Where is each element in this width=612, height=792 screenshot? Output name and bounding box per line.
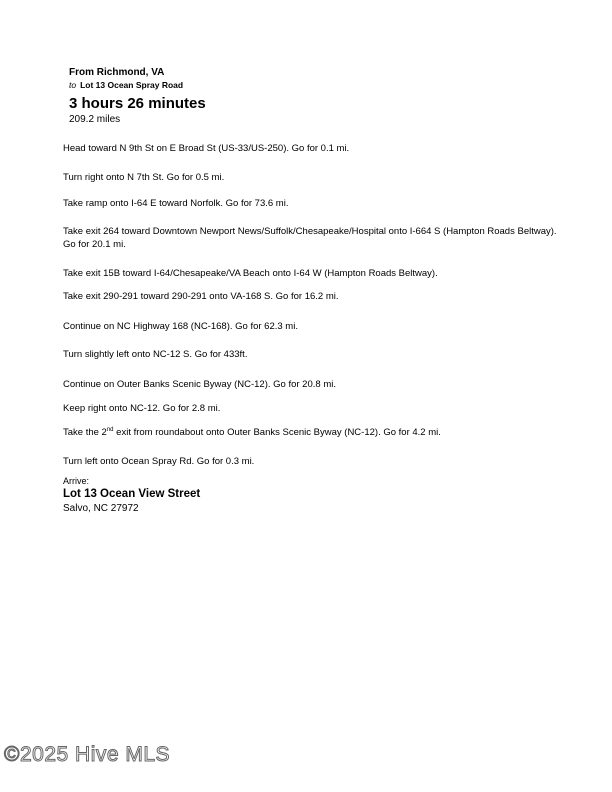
trip-duration: 3 hours 26 minutes [69,95,206,112]
arrive-label: Arrive: [63,476,90,486]
arrive-city: Salvo, NC 27972 [63,503,139,514]
step-11-suffix: exit from roundabout onto Outer Banks Scenic Byway (NC-12). Go for 4.2 mi. [113,427,441,438]
direction-step-10: Keep right onto NC-12. Go for 2.8 mi. [63,403,221,414]
direction-step-4: Take exit 264 toward Downtown Newport News/Suffolk/Chesapeake/Hospital onto I-664 S (Hampton Roads Beltway). Go for 20.1 mi. [63,226,557,250]
arrive-destination: Lot 13 Ocean View Street [63,488,201,500]
copyright-watermark: ©2025 Hive MLS [4,743,171,766]
trip-distance: 209.2 miles [69,114,121,125]
arrival-block [63,476,200,515]
direction-step-7: Continue on NC Highway 168 (NC-168). Go for 62.3 mi. [63,321,298,332]
direction-step-11 [63,427,441,440]
route-header [69,66,206,126]
origin-label: From Richmond, VA [69,67,165,78]
to-word: to [69,80,77,90]
step-11-prefix: Take the 2 [63,427,107,438]
step-11-ordinal: nd [106,426,114,433]
direction-step-2: Turn right onto N 7th St. Go for 0.5 mi. [63,172,225,183]
direction-step-9: Continue on Outer Banks Scenic Byway (NC-12). Go for 20.8 mi. [63,379,336,390]
direction-step-12: Turn left onto Ocean Spray Rd. Go for 0.3 mi. [63,456,255,467]
destination-line [69,79,206,91]
direction-step-3: Take ramp onto I-64 E toward Norfolk. Go for 73.6 mi. [63,198,289,209]
direction-step-8: Turn slightly left onto NC-12 S. Go for 433ft. [63,349,248,360]
direction-step-5: Take exit 15B toward I-64/Chesapeake/VA Beach onto I-64 W (Hampton Roads Beltway). [63,268,438,279]
direction-step-6: Take exit 290-291 toward 290-291 onto VA-168 S. Go for 16.2 mi. [63,291,339,302]
destination-label: Lot 13 Ocean Spray Road [80,80,184,90]
direction-step-1: Head toward N 9th St on E Broad St (US-33/US-250). Go for 0.1 mi. [63,143,350,154]
